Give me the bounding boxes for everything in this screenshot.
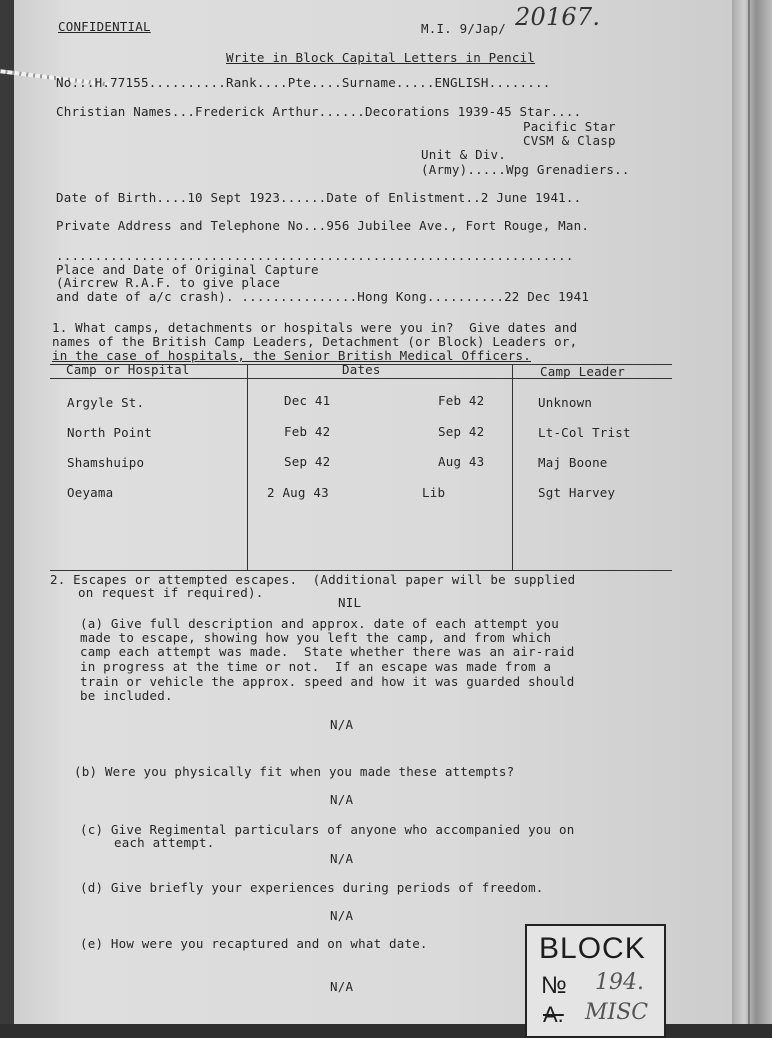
q1-line-3: in the case of hospitals, the Senior British Medical Officers. [52,348,531,363]
row3-from: Sep 42 [284,454,331,469]
service-number-line: No...H.77155..........Rank....Pte....Surname.....ENGLISH........ [56,75,551,90]
table-divider-1 [247,364,248,570]
stamp-number-label: № [541,972,567,999]
q2-answer: NIL [338,595,362,610]
table-header-rule [50,378,672,379]
row1-camp: Argyle St. [67,395,145,410]
capture-label-2: (Aircrew R.A.F. to give place [56,275,281,290]
q1-line-1: 1. What camps, detachments or hospitals were you in? Give dates and [52,320,578,335]
stamp-block-label: BLOCK [539,932,646,965]
q2a-line-3: camp each attempt was made. State whether there was an air-raid [80,644,575,659]
header-leader: Camp Leader [540,364,625,379]
q2c-answer: N/A [330,851,354,866]
q2d-line: (d) Give briefly your experiences during periods of freedom. [80,880,544,895]
date-of-birth-line: Date of Birth....10 Sept 1923......Date of Enlistment..2 June 1941.. [56,190,582,205]
row2-from: Feb 42 [284,424,331,439]
q2a-line-2: made to escape, showing how you left the camp, and from which [80,630,552,645]
row3-leader: Maj Boone [538,455,608,470]
dotted-line: ................................................................... [56,248,574,263]
binder-edge [0,0,14,1024]
table-divider-2 [512,364,513,570]
form-instruction: Write in Block Capital Letters in Pencil [226,50,536,65]
ref-handwritten: 20167. [515,3,601,31]
capture-line: and date of a/c crash). ...............Hong Kong..........22 Dec 1941 [56,289,590,304]
row3-to: Aug 43 [438,454,485,469]
block-stamp [525,924,666,1038]
q2c-line-2: each attempt. [114,835,215,850]
q2b-line: (b) Were you physically fit when you made these attempts? [74,764,515,779]
row4-to: Lib [422,485,446,500]
row2-to: Sep 42 [438,424,485,439]
q2e-line: (e) How were you recaptured and on what date. [80,936,428,951]
row2-camp: North Point [67,425,152,440]
q2e-answer: N/A [330,979,354,994]
header-dates: Dates [342,362,381,377]
row4-leader: Sgt Harvey [538,485,616,500]
stamp-number-handwritten: 194. [595,970,644,995]
q2-line-1: 2. Escapes or attempted escapes. (Additional paper will be supplied [50,572,576,587]
stacked-pages-edge [732,0,772,1024]
q2a-answer: N/A [330,717,354,732]
q1-line-2: names of the British Camp Leaders, Detachment (or Block) Leaders or, [52,334,578,349]
address-line: Private Address and Telephone No...956 Jubilee Ave., Fort Rouge, Man. [56,218,590,233]
decoration-2: Pacific Star [523,119,616,134]
row1-from: Dec 41 [284,393,331,408]
unit-label: Unit & Div. [421,147,506,162]
q2d-answer: N/A [330,908,354,923]
row3-camp: Shamshuipo [67,455,145,470]
form-page [14,0,732,1024]
q2-line-2: on request if required). [78,585,264,600]
row2-leader: Lt-Col Trist [538,425,631,440]
q2a-line-1: (a) Give full description and approx. date of each attempt you [80,616,559,631]
header-camp: Camp or Hospital [66,362,190,377]
stamp-a-label: A. [543,1002,564,1027]
decoration-3: CVSM & Clasp [523,133,616,148]
row1-to: Feb 42 [438,393,485,408]
page-edge-line [748,0,750,1024]
q2a-line-4: in progress at the time or not. If an escape was made from a [80,659,552,674]
table-bottom-rule [50,570,672,571]
q2c-line-1: (c) Give Regimental particulars of anyone who accompanied you on [80,822,575,837]
capture-label-1: Place and Date of Original Capture [56,262,319,277]
q2a-line-6: be included. [80,688,173,703]
unit-line: (Army).....Wpg Grenadiers.. [421,162,630,177]
ref-number: M.I. 9/Jap/ [421,21,506,36]
row4-from: 2 Aug 43 [267,485,329,500]
christian-names-line: Christian Names...Frederick Arthur......Decorations 1939-45 Star.... [56,104,582,119]
row4-camp: Oeyama [67,485,114,500]
row1-leader: Unknown [538,395,593,410]
q2a-line-5: train or vehicle the approx. speed and how it was guarded should [80,674,575,689]
stamp-a-handwritten: MISC [585,1000,649,1025]
classification-label: CONFIDENTIAL [58,19,151,34]
q2b-answer: N/A [330,792,354,807]
